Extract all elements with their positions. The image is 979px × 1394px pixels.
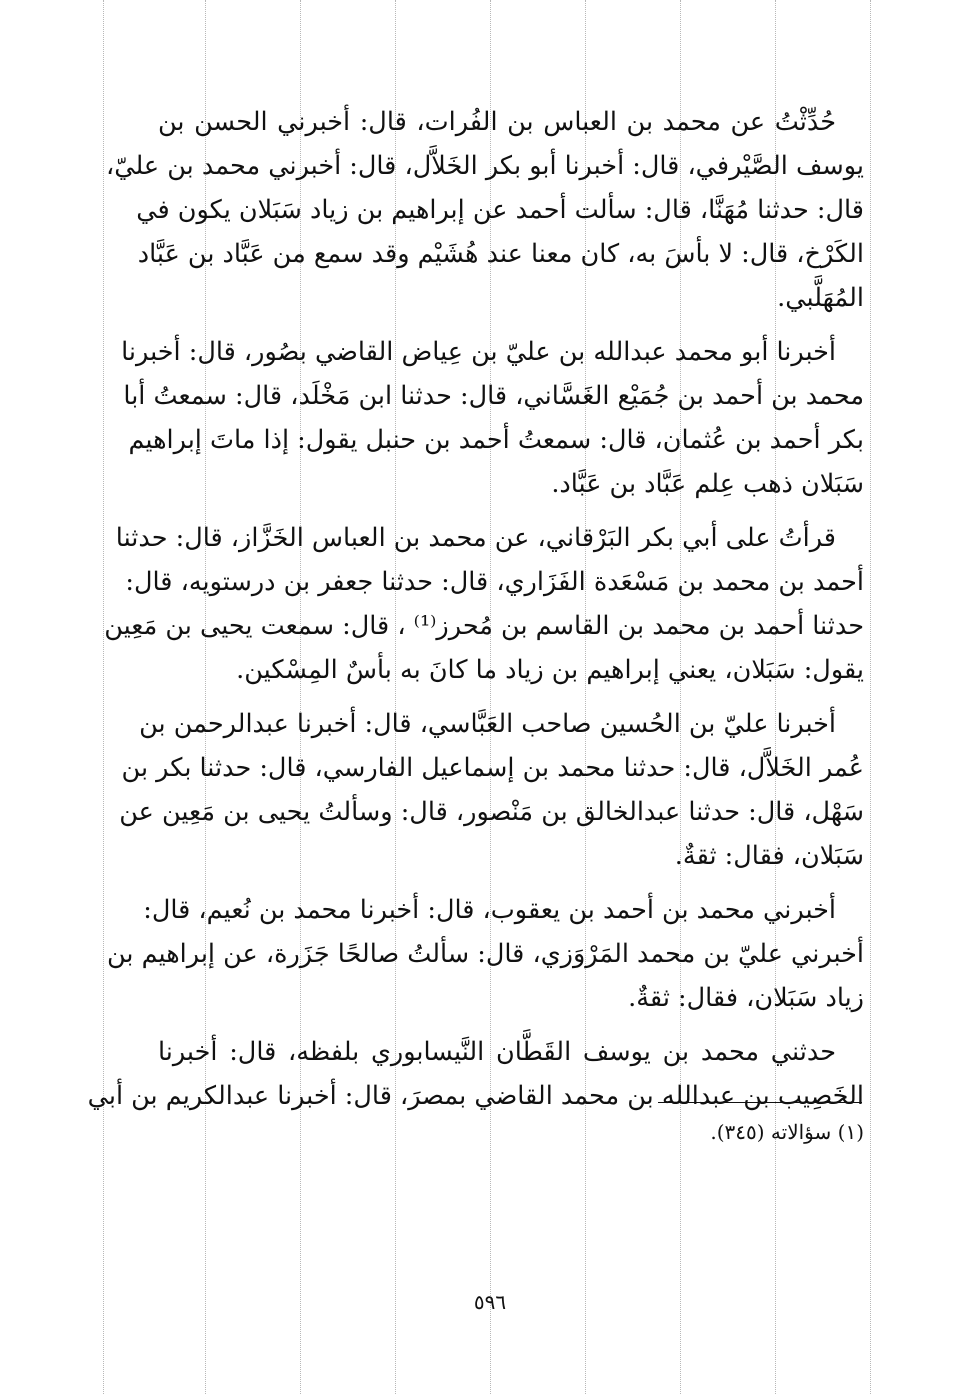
text-line: حُدِّثْتُ عن محمد بن العباس بن الفُرات، قال: أخبرني الحسن بن [158,107,836,137]
text-line: محمد بن أحمد بن جُمَيْع الغَسَّاني، قال: حدثنا ابن مَخْلَد، قال: سمعتُ أبا [123,381,864,411]
text-line: أحمد بن محمد بن مَسْعَدة الفَزَاري، قال: حدثنا جعفر بن درستويه، قال: [125,567,864,597]
footnote: (١) سؤالاته (٣٤٥). [710,1120,864,1144]
paragraph-4 [119,702,864,878]
paragraph-3 [104,516,864,692]
text-line: قرأتُ على أبي بكر البَرْقاني، عن محمد بن العباس الخَزَّاز، قال: حدثنا [115,523,836,553]
text-line: الخَصِيب بن عبدالله بن محمد القاضي بمصرَ، قال: أخبرنا عبدالكريم بن أبي [87,1081,864,1111]
text-line: أخبرني عليّ بن محمد المَرْوَزي، قال: سألتُ صالحًا جَزَرة، عن إبراهيم بن [106,939,864,969]
scan-guide-line [870,0,871,1394]
text-line: أخبرنا عليّ بن الحُسين صاحب العَبَّاسي، قال: أخبرنا عبدالرحمن بن [139,709,836,739]
paragraph-1 [106,100,864,320]
text-line: أخبرنا أبو محمد عبدالله بن عليّ بن عِياض القاضي بصُور، قال: أخبرنا [121,337,836,367]
text-line: عُمر الخَلاَّل، قال: حدثنا محمد بن إسماعيل الفارسي، قال: حدثنا بكر بن [121,753,864,783]
text-line: قال: حدثنا مُهَنَّا، قال: سألت أحمد عن إبراهيم بن زياد سَبَلان يكون في [136,195,864,225]
text-line: سَبَلان ذهب عِلم عَبَّاد بن عَبَّاد. [551,469,864,499]
scan-guide-line [103,0,104,1394]
paragraph-6 [87,1030,864,1118]
text-line: أخبرني محمد بن أحمد بن يعقوب، قال: أخبرنا محمد بن نُعيم، قال: [143,895,836,925]
text-line: الكَرْخ، قال: لا بأسَ به، كان معنا عند هُشَيْم وقد سمع من عَبَّاد بن عَبَّاد [137,239,864,269]
text-line: المُهَلَّبي. [777,283,864,313]
text-line: بكر أحمد بن عُثمان، قال: سمعتُ أحمد بن حنبل يقول: إذا ماتَ إبراهيم [128,425,864,455]
paragraph-2 [121,330,864,506]
page-number: ٥٩٦ [473,1290,507,1314]
footnote-separator [658,1102,862,1103]
main-text [87,100,864,1128]
text-line: حدثني محمد بن يوسف القَطَّان النَّيسابوري بلفظه، قال: أخبرنا [158,1037,836,1067]
text-line: يقول: سَبَلان، يعني إبراهيم بن زياد ما كانَ به بأسٌ المِسْكين. [236,655,864,685]
text-line: يوسف الصَّيْرفي، قال: أخبرنا أبو بكر الخَلاَّل، قال: أخبرني محمد بن عليّ، [106,151,864,181]
text-line: سَهْل، قال: حدثنا عبدالخالق بن مَنْصور، قال: وسألتُ يحيى بن مَعِين عن [119,797,864,827]
paragraph-5 [106,888,864,1020]
text-line: حدثنا أحمد بن محمد بن القاسم بن مُحرز⁽¹⁾ ، قال: سمعت يحيى بن مَعِين [104,611,864,641]
text-line: زياد سَبَلان، فقال: ثقةٌ. [628,983,864,1013]
text-line: سَبَلان، فقال: ثقةٌ. [674,841,864,871]
